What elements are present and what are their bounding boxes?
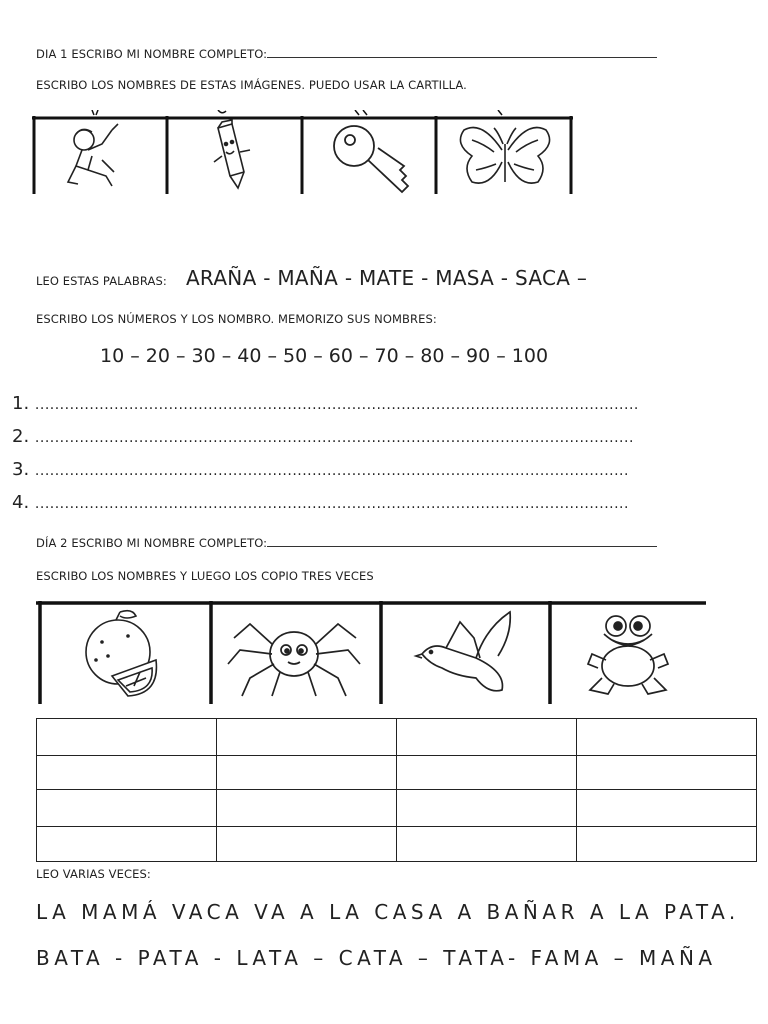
day2-sentence-1: LA MAMÁ VACA VA A LA CASA A BAÑAR A LA PATA. — [36, 900, 740, 924]
table-cell[interactable] — [577, 827, 757, 862]
day1-read-words: ARAÑA - MAÑA - MATE - MASA - SACA – — [185, 266, 588, 290]
day2-name-blank[interactable] — [267, 535, 657, 547]
day1-instruction: ESCRIBO LOS NOMBRES DE ESTAS IMÁGENES. PUEDO USAR LA CARTILLA. — [36, 78, 467, 92]
spider-icon — [228, 624, 360, 696]
day2-read-label: LEO VARIAS VECES: — [36, 867, 151, 881]
day1-number-sequence: 10 – 20 – 30 – 40 – 50 – 60 – 70 – 80 – 90 – 100 — [100, 345, 549, 367]
day1-name-prompt — [36, 46, 657, 61]
pencil-icon — [214, 120, 250, 188]
dove-icon — [416, 612, 510, 691]
day2-image-row — [36, 598, 710, 708]
dotted-line: ......................................................................................................................... — [34, 430, 634, 446]
key-icon — [334, 126, 408, 192]
line-number: 2. — [12, 426, 30, 447]
day2-sentence-2: BATA - PATA - LATA – CATA – TATA- FAMA – MAÑA — [36, 946, 717, 970]
answer-line-2[interactable] — [12, 426, 634, 447]
dotted-line: ........................................................................................................................ — [34, 463, 629, 479]
table-cell[interactable] — [37, 827, 217, 862]
table-cell[interactable] — [397, 756, 577, 790]
answer-line-4[interactable] — [12, 492, 629, 513]
table-cell[interactable] — [577, 756, 757, 790]
day2-name-label: DÍA 2 ESCRIBO MI NOMBRE COMPLETO: — [36, 536, 268, 550]
dotted-line: ........................................................................................................................ — [34, 496, 629, 512]
day1-image-row — [32, 110, 576, 196]
copy-table — [36, 718, 757, 862]
day2-instruction: ESCRIBO LOS NOMBRES Y LUEGO LOS COPIO TRES VECES — [36, 569, 374, 583]
orange-icon — [86, 611, 156, 696]
table-cell[interactable] — [37, 756, 217, 790]
table-row — [37, 719, 757, 756]
table-cell[interactable] — [397, 827, 577, 862]
table-row — [37, 756, 757, 790]
butterfly-icon — [460, 128, 549, 184]
line-number: 1. — [12, 393, 30, 414]
table-cell[interactable] — [577, 719, 757, 756]
line-number: 3. — [12, 459, 30, 480]
table-cell[interactable] — [217, 790, 397, 827]
day1-read-label: LEO ESTAS PALABRAS: — [36, 274, 167, 288]
answer-line-1[interactable] — [12, 393, 639, 414]
day1-name-label: DIA 1 ESCRIBO MI NOMBRE COMPLETO: — [36, 47, 268, 61]
table-cell[interactable] — [217, 827, 397, 862]
table-row — [37, 827, 757, 862]
day1-read-row — [36, 266, 587, 290]
table-cell[interactable] — [37, 790, 217, 827]
table-cell[interactable] — [397, 719, 577, 756]
table-cell[interactable] — [217, 756, 397, 790]
answer-line-3[interactable] — [12, 459, 629, 480]
table-cell[interactable] — [37, 719, 217, 756]
table-cell[interactable] — [577, 790, 757, 827]
karate-kid-icon — [68, 124, 118, 186]
table-row — [37, 790, 757, 827]
line-number: 4. — [12, 492, 30, 513]
frog-icon — [588, 616, 668, 694]
day1-name-blank[interactable] — [267, 46, 657, 58]
table-cell[interactable] — [397, 790, 577, 827]
day1-numbers-instruction: ESCRIBO LOS NÚMEROS Y LOS NOMBRO. MEMORIZO SUS NOMBRES: — [36, 312, 437, 326]
table-cell[interactable] — [217, 719, 397, 756]
day2-name-prompt — [36, 535, 657, 550]
dotted-line: .......................................................................................................................... — [34, 397, 639, 413]
